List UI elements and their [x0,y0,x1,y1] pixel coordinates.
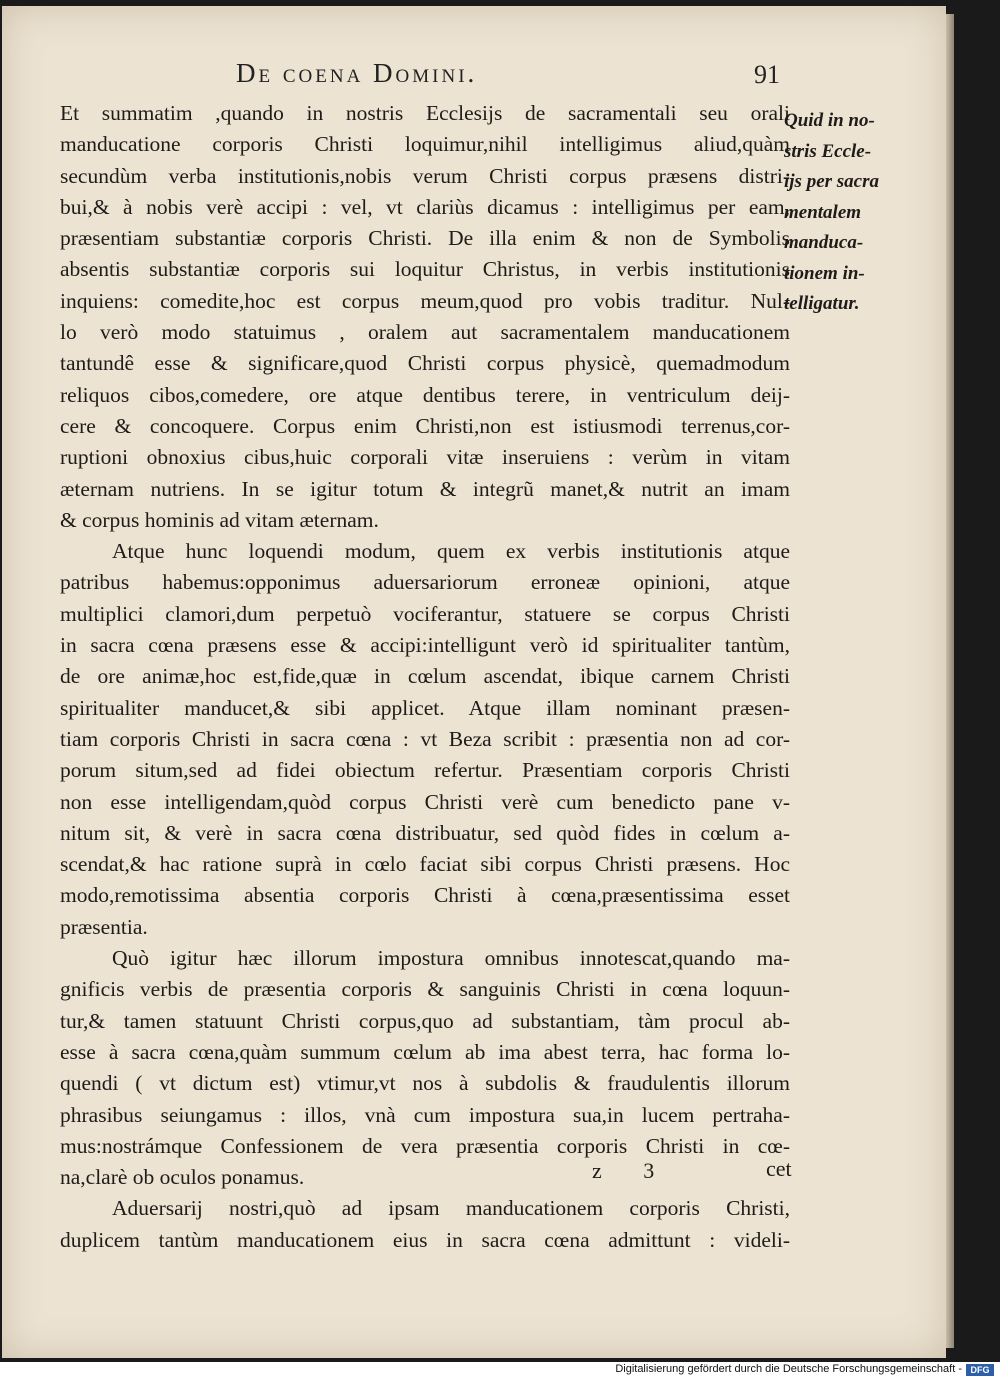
text-line: in sacra cœna præsens esse & accipi:intelligunt verò id spiritualiter tantùm, [60,633,790,658]
margin-note-line: manduca- [784,232,864,253]
text-line: Quò igitur hæc illorum impostura omnibus innotescat,quando ma- [112,946,790,971]
text-line: ruptioni obnoxius cibus,huic corporali vitæ inseruiens : verùm in vitam [60,445,790,470]
running-title: De coena Domini. [236,58,478,88]
text-line: præsentiam substantiæ corporis Christi. De illa enim & non de Symbolis [60,226,790,251]
catchword: cet [766,1156,792,1181]
text-line: porum situm,sed ad fidei obiectum refertur. Præsentiam corporis Christi [60,758,790,783]
body-text [60,98,790,1256]
text-line: inquiens: comedite,hoc est corpus meum,quod pro vobis traditur. Nul- [60,288,790,313]
text-line: nitum sit, & verè in sacra cœna distribuatur, sed quòd fides in cœlum a- [60,820,790,845]
text-line: æternam nutriens. In se igitur totum & integrũ manet,& nutrit an imam [60,476,790,501]
margin-note-line: telligatur. [784,293,860,314]
margin-note-line: ijs per sacra [784,171,879,192]
page-number: 91 [754,60,780,89]
text-line: secundùm verba institutionis,nobis verum Christi corpus præsens distri- [60,163,790,188]
text-line: præsentia. [60,914,148,939]
margin-note-line: tionem in- [784,262,865,284]
text-line: multiplici clamori,dum perpetuò vociferantur, statuere se corpus Christi [60,601,790,626]
text-line: cere & concoquere. Corpus enim Christi,non est istiusmodi terrenus,cor- [60,413,790,438]
text-line: bui,& à nobis verè accipi : vel, vt clariùs dicamus : intelligimus per eam, [60,194,790,219]
text-line: phrasibus seiungamus : illos, vnà cum impostura sua,in lucem pertraha- [60,1102,790,1127]
text-line: patribus habemus:opponimus aduersariorum erroneæ opinioni, atque [60,570,790,595]
text-line: non esse intelligendam,quòd corpus Christi verè cum benedicto pane v- [60,789,790,814]
text-line: na,clarè ob oculos ponamus. [60,1165,305,1190]
text-line: duplicem tantùm manducationem eius in sacra cœna admittunt : videli- [60,1227,790,1252]
signature-mark: z 3 [592,1158,673,1183]
credit-bar [0,1362,1000,1379]
text-line: Et summatim ,quando in nostris Ecclesijs de sacramentali seu orali [60,101,790,125]
text-line: manducatione corporis Christi loquimur,nihil intelligimus aliud,quàm [60,132,790,157]
text-line: Atque hunc loquendi modum, quem ex verbis institutionis atque [112,539,790,564]
margin-note-line: stris Eccle- [784,140,872,162]
text-line: absentis substantiæ corporis sui loquitur Christus, in verbis institutionis [60,257,790,282]
text-line: tiam corporis Christi in sacra cœna : vt Beza scribit : præsentia non ad cor- [60,726,790,751]
text-line: tantundê esse & significare,quod Christi corpus physicè, quemadmodum [60,351,790,376]
text-line: Aduersarij nostri,quò ad ipsam manducationem corporis Christi, [112,1196,790,1221]
text-line: de ore animæ,hoc est,fide,quæ in cœlum ascendat, ibique carnem Christi [60,664,790,689]
book-page [2,6,946,1358]
text-line: gnificis verbis de præsentia corporis & sanguinis Christi in cœna loquun- [60,977,790,1002]
text-line: tur,& tamen statuunt Christi corpus,quo ad substantiam, tàm procul ab- [60,1008,790,1033]
text-line: quendi ( vt dictum est) vtimur,vt nos à subdolis & fraudulentis illorum [60,1071,790,1096]
text-line: & corpus hominis ad vitam æternam. [60,507,379,532]
margin-note [784,106,904,320]
credit-text: Digitalisierung gefördert durch die Deutsche Forschungsgemeinschaft - [615,1363,962,1375]
text-line: reliquos cibos,comedere, ore atque dentibus terere, in ventriculum deij- [60,382,790,407]
margin-note-line: mentalem [784,201,862,223]
text-line: lo verò modo statuimus , oralem aut sacramentalem manducationem [60,320,790,345]
text-line: esse à sacra cœna,quàm summum cœlum ab ima abest terra, hac forma lo- [60,1039,790,1064]
text-line: spiritualiter manducet,& sibi applicet. Atque illam nominant præsen- [60,695,790,720]
dfg-logo-icon: DFG [966,1364,994,1376]
page-edge [946,14,954,1348]
text-line: mus:nostrámque Confessionem de vera præsentia corporis Christi in cœ- [60,1133,790,1158]
margin-note-line: Quid in no- [784,110,875,131]
text-line: modo,remotissima absentia corporis Christi à cœna,præsentissima esset [60,883,790,908]
text-line: scendat,& hac ratione suprà in cœlo faciat sibi corpus Christi præsens. Hoc [60,852,790,877]
